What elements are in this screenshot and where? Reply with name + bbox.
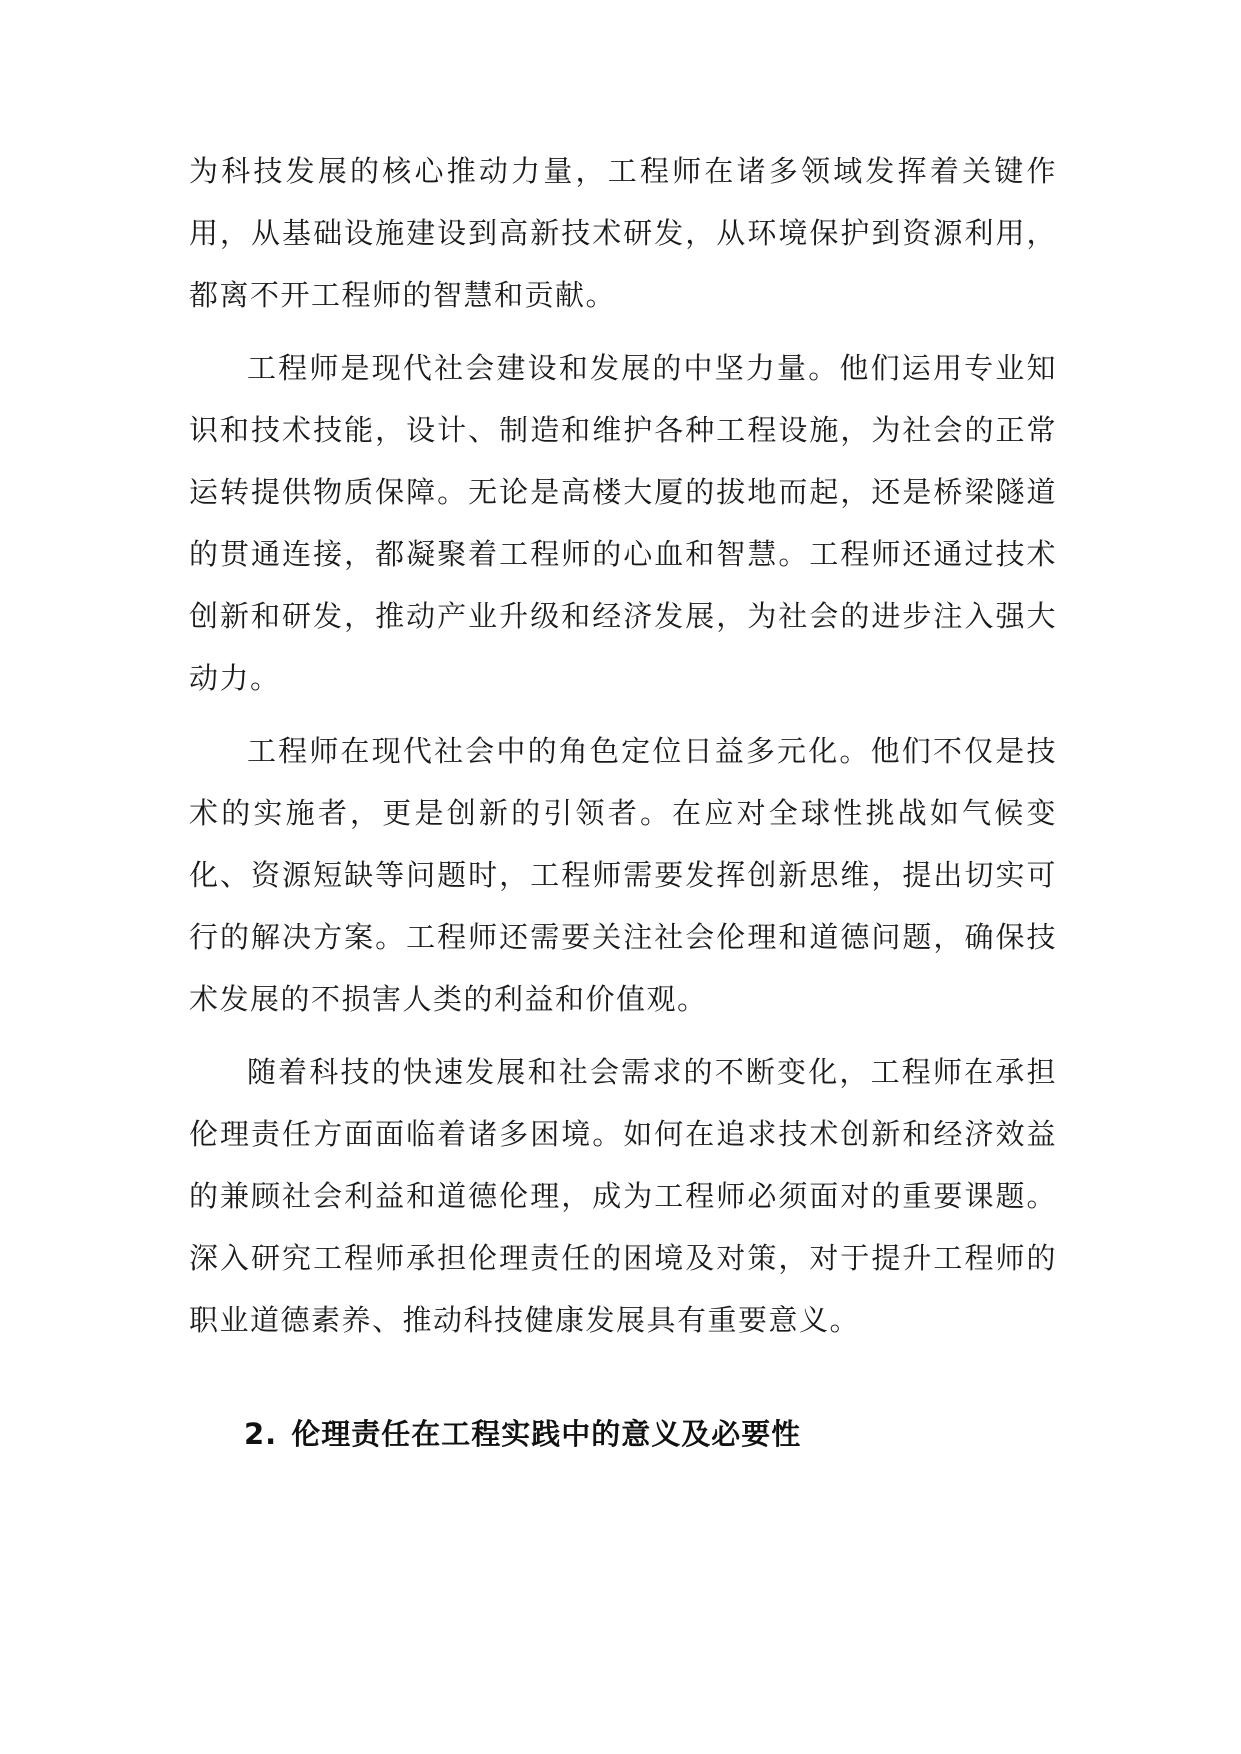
- section-number: 2.: [244, 1417, 278, 1451]
- section-title: 伦理责任在工程实践中的意义及必要性: [291, 1417, 802, 1451]
- paragraph-engineers-backbone: 工程师是现代社会建设和发展的中坚力量。他们运用专业知识和技术技能，设计、制造和维护各种工程设施，为社会的正常运转提供物质保障。无论是高楼大厦的拔地而起，还是桥梁隧道的贯通连接，都凝聚着工程师的心血和智慧。工程师还通过技术创新和研发，推动产业升级和经济发展，为社会的进步注入强大动力。: [189, 351, 1057, 695]
- document-body: [189, 140, 1057, 1465]
- paragraph-continuation: 为科技发展的核心推动力量，工程师在诸多领域发挥着关键作用，从基础设施建设到高新技术研发，从环境保护到资源利用，都离不开工程师的智慧和贡献。: [189, 154, 1057, 312]
- section-heading: [189, 1403, 1057, 1465]
- paragraph-engineer-roles: 工程师在现代社会中的角色定位日益多元化。他们不仅是技术的实施者，更是创新的引领者。在应对全球性挑战如气候变化、资源短缺等问题时，工程师需要发挥创新思维，提出切实可行的解决方案。工程师还需要关注社会伦理和道德问题，确保技术发展的不损害人类的利益和价值观。: [189, 734, 1057, 1016]
- paragraph-ethical-dilemmas: 随着科技的快速发展和社会需求的不断变化，工程师在承担伦理责任方面面临着诸多困境。如何在追求技术创新和经济效益的兼顾社会利益和道德伦理，成为工程师必须面对的重要课题。深入研究工程师承担伦理责任的困境及对策，对于提升工程师的职业道德素养、推动科技健康发展具有重要意义。: [189, 1055, 1057, 1337]
